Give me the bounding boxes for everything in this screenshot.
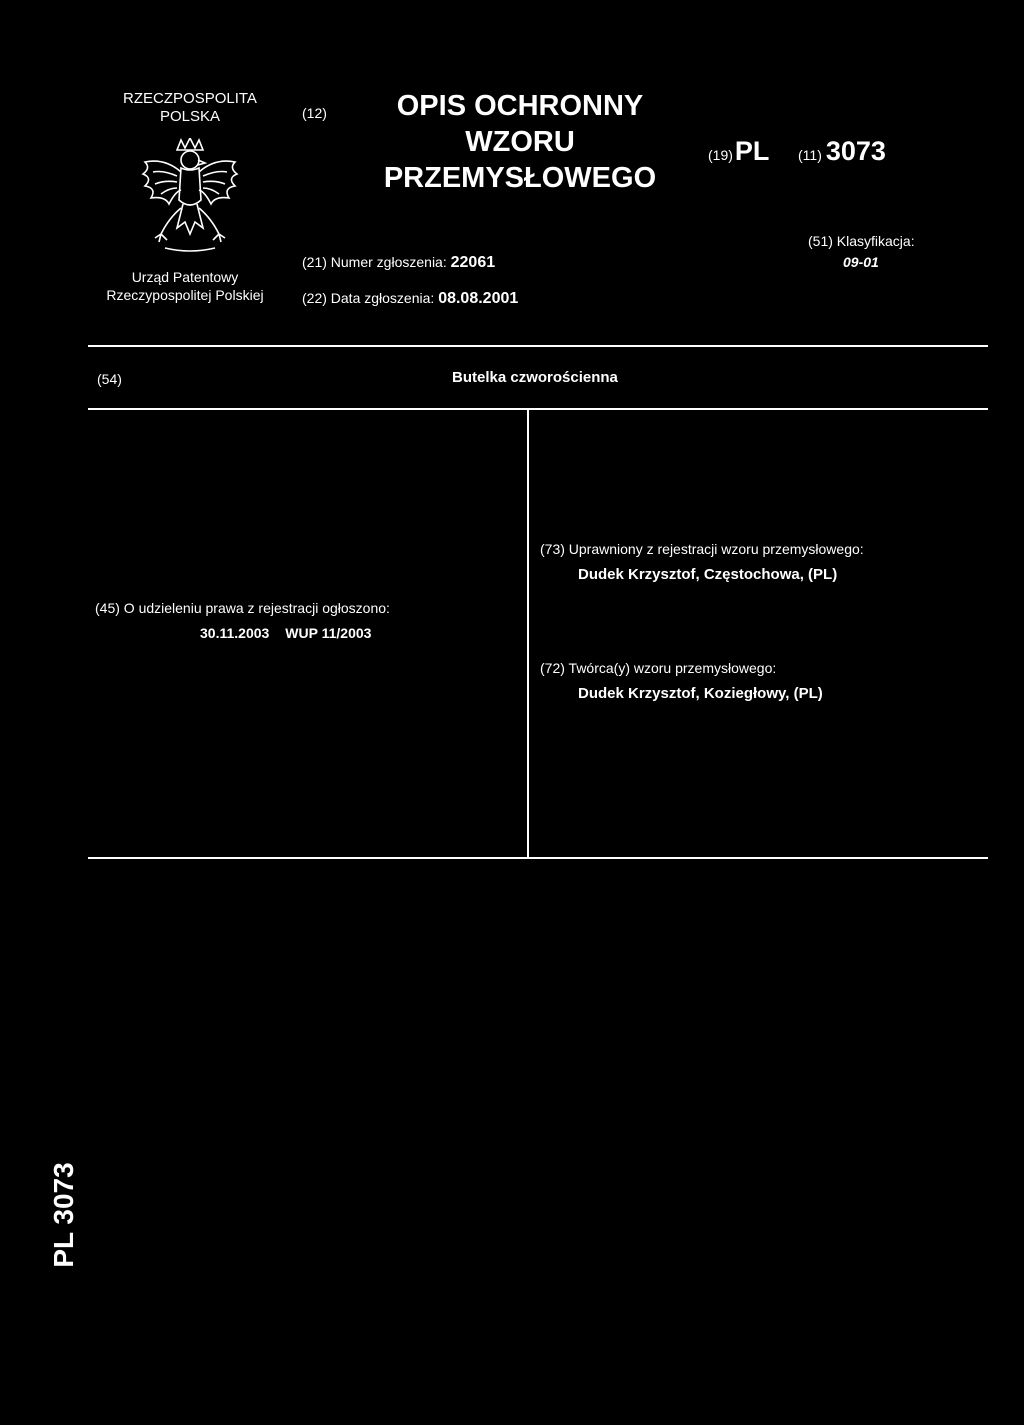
application-number-label: (21) Numer zgłoszenia: xyxy=(302,254,447,270)
country-name-line1: RZECZPOSPOLITA xyxy=(123,90,257,107)
country-name xyxy=(105,90,275,126)
code-12: (12) xyxy=(302,105,327,121)
side-document-number-text: PL 3073 xyxy=(48,1162,79,1268)
top-divider xyxy=(88,345,988,347)
side-document-number xyxy=(44,1155,84,1275)
country-code: PL xyxy=(734,136,770,166)
classification-label: (51) Klasyfikacja: xyxy=(808,233,915,249)
classification-value: 09-01 xyxy=(843,254,879,270)
country-name-line2: POLSKA xyxy=(159,108,221,125)
office-line2: Rzeczypospolitej Polskiej xyxy=(106,287,264,303)
design-title: Butelka czworościenna xyxy=(452,369,618,386)
holder-label: (73) Uprawniony z rejestracji wzoru przemysłowego: xyxy=(540,541,864,557)
code-19: (19) xyxy=(708,147,733,163)
creator-value: Dudek Krzysztof, Koziegłowy, (PL) xyxy=(578,685,823,702)
application-date-value: 08.08.2001 xyxy=(438,290,519,307)
code-11: (11) xyxy=(798,147,822,163)
document-number: 3073 xyxy=(825,136,886,166)
application-number xyxy=(302,254,495,272)
application-number-value: 22061 xyxy=(450,254,496,271)
application-date xyxy=(302,290,518,308)
grant-value xyxy=(200,625,387,641)
document-title-line1: OPIS OCHRONNY xyxy=(396,90,644,122)
document-title-line2: WZORU xyxy=(465,126,575,158)
document-title-line3: PRZEMYSŁOWEGO xyxy=(383,162,657,194)
code-54: (54) xyxy=(97,371,122,387)
column-divider xyxy=(527,408,529,858)
eagle-emblem-icon xyxy=(135,138,245,256)
document-number-block xyxy=(798,136,886,167)
creator-label: (72) Twórca(y) wzoru przemysłowego: xyxy=(540,660,777,676)
holder-value: Dudek Krzysztof, Częstochowa, (PL) xyxy=(578,566,838,583)
title-divider xyxy=(88,408,988,410)
grant-date: 30.11.2003 xyxy=(200,625,270,641)
country-code-block xyxy=(708,136,771,167)
office-line1: Urząd Patentowy xyxy=(131,269,239,285)
document-title xyxy=(360,88,680,196)
grant-label: (45) O udzieleniu prawa z rejestracji ogłoszono: xyxy=(95,600,390,616)
patent-office-name xyxy=(80,268,290,304)
application-date-label: (22) Data zgłoszenia: xyxy=(302,290,435,306)
grant-bulletin: WUP 11/2003 xyxy=(285,625,372,641)
bottom-divider xyxy=(88,857,988,859)
